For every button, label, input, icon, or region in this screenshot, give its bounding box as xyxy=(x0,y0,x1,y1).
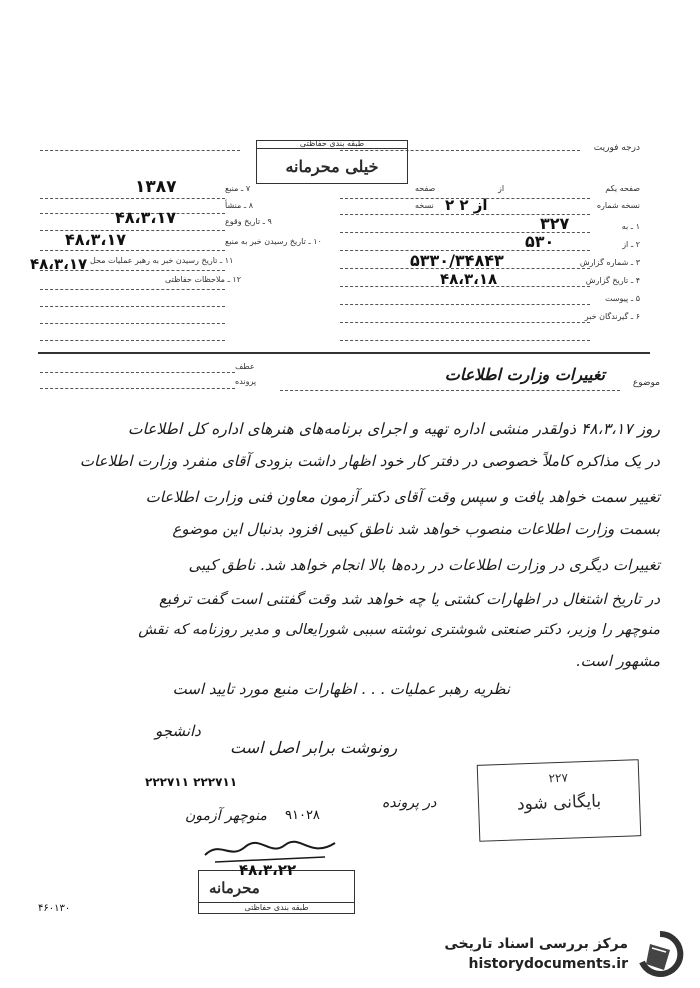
bottom-stamp xyxy=(198,861,355,914)
subject-value: تغییرات وزارت اطلاعات xyxy=(444,365,605,384)
field-attachment-label: ۵ ـ پیوست xyxy=(604,294,640,303)
col-header-page: صفحه xyxy=(415,184,436,193)
classification-stamp-value: خیلی محرمانه xyxy=(285,157,379,176)
field-received-leader-value: ۴۸،۳،۱۷ xyxy=(30,255,88,273)
bottom-stamp-label: محرمانه xyxy=(209,879,260,897)
col-header-from: از xyxy=(498,184,505,193)
file-number: ۹۱۰۲۸ xyxy=(285,808,320,823)
field-report-number-value: ۵۳۳۰/۳۴۸۴۳ xyxy=(410,251,504,270)
subject-label: موضوع xyxy=(632,378,660,388)
archive-stamp-text: بایگانی شود xyxy=(516,791,602,815)
field-occurrence-date-value: ۴۸،۳،۱۷ xyxy=(115,208,176,227)
body-line: روز ۴۸،۳،۱۷ ذولقدر منشی اداره تهیه و اجرای برنامه‌های هنرهای اداره کل اطلاعات xyxy=(127,420,660,438)
file-title: منوچهر آزمون xyxy=(185,808,267,824)
field-received-leader-label: ۱۱ ـ تاریخ رسیدن خبر به رهبر عملیات محل xyxy=(90,256,234,265)
field-report-date-label: ۴ ـ تاریخ گزارش xyxy=(585,276,640,285)
file-label: پرونده xyxy=(235,377,257,386)
col-header-copy: نسخه xyxy=(415,201,434,210)
classification-stamp-title: طبقه بندی حفاظتی xyxy=(257,139,407,149)
footer-code: ۴۶۰۱۳۰ xyxy=(38,903,71,914)
ref-label: عطف xyxy=(235,362,255,371)
bottom-stamp-date: ۴۸،۳،۲۲ xyxy=(239,861,297,879)
field-origin-label: ۸ ـ منشأ xyxy=(225,201,253,210)
body-line: بسمت وزارت اطلاعات منصوب خواهد شد ناطق کیبی افزود بدنبال این موضوع xyxy=(172,520,660,538)
watermark-url: historydocuments.ir xyxy=(468,956,628,972)
archive-stamp xyxy=(477,759,642,842)
field-recipients-label: ۶ ـ گیرندگان خبر xyxy=(584,312,640,321)
body-line: تغییر سمت خواهد یافت و سپس وقت آقای دکتر آزمون معاون فنی وزارت اطلاعات xyxy=(145,488,660,506)
bottom-stamp-title: طبقه بندی حفاظتی xyxy=(199,902,354,912)
archive-logo-icon xyxy=(634,930,686,978)
opinion-line: نظریه رهبر عملیات . . . اظهارات منبع مورد تایید است xyxy=(172,680,510,698)
field-report-number-label: ۳ ـ شماره گزارش xyxy=(579,258,640,267)
body-line: مشهور است. xyxy=(575,652,660,670)
field-source-value: ۱۳۸۷ xyxy=(135,177,177,197)
watermark xyxy=(420,930,690,980)
body-line: تغییرات دیگری در وزارت اطلاعات در رده‌ها بالا انجام خواهد شد. ناطق کیبی xyxy=(188,556,660,574)
body-line: منوچهر را وزیر، دکتر صنعتی شوشتری نوشته سببی شورایعالی و مدیر روزنامه که نقش xyxy=(138,622,660,638)
classification-stamp xyxy=(256,140,408,184)
field-from-value: ۵۳۰ xyxy=(525,232,555,251)
field-received-source-label: ۱۰ ـ تاریخ رسیدن خبر به منبع xyxy=(225,237,322,246)
archive-stamp-number: ۲۲۷ xyxy=(548,770,569,786)
priority-label: درجه فوریت xyxy=(593,143,640,153)
field-from-label: ۲ ـ از xyxy=(622,240,640,249)
field-report-date-value: ۴۸،۳،۱۸ xyxy=(440,270,498,288)
copy-note: رونوشت برابر اصل است xyxy=(230,738,398,757)
field-page-label: صفحه یکم xyxy=(605,184,640,193)
field-to-value: ۳۲۷ xyxy=(540,214,570,233)
field-security-notes-label: ۱۲ ـ ملاحظات حفاظتی xyxy=(165,275,241,284)
field-copy-value: ۲ از ۲ xyxy=(445,196,488,214)
field-to-label: ۱ ـ به xyxy=(621,222,640,231)
watermark-text: مرکز بررسی اسناد تاریخی xyxy=(444,936,628,952)
filed-note: در پرونده xyxy=(382,795,437,811)
field-source-label: ۷ ـ منبع xyxy=(225,184,251,193)
field-copy-label: نسخه شماره xyxy=(596,201,640,210)
body-line: در یک مذاکره کاملاً خصوصی در دفتر کار خود اظهار داشت بزودی آقای منفرد وزارت اطلاعات xyxy=(79,452,660,470)
field-occurrence-date-label: ۹ ـ تاریخ وقوع xyxy=(225,217,272,226)
body-line: در تاریخ اشتغال در اظهارات کشتی یا چه خواهد شد وقت گفتنی است گفت ترفیع xyxy=(158,590,660,608)
signature-note: دانشجو xyxy=(155,722,201,740)
code-number: ۲۲۲۷۱۱ ۲۲۲۷۱۱ xyxy=(145,775,238,789)
field-received-source-value: ۴۸،۳،۱۷ xyxy=(65,230,126,249)
